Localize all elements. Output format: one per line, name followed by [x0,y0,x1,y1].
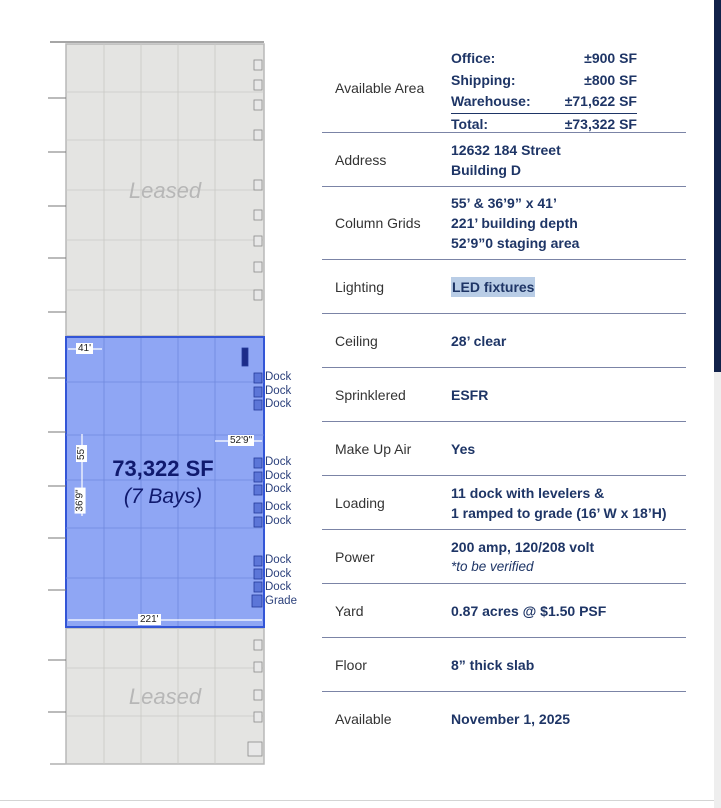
row-yard [322,584,686,638]
loading-label: Loading [335,494,385,511]
dim-221: 221' [140,614,159,625]
loading-value: 11 dock with levelers & 1 ramped to grade (16’ W x 18’H) [451,484,667,521]
row-ceiling [322,314,686,368]
row-power [322,530,686,584]
row-make-up-air [322,422,686,476]
leased-top-label: Leased [128,178,202,203]
leased-bottom-label: Leased [128,684,202,709]
row-address [322,133,686,187]
right-edge-scroll[interactable] [714,372,721,808]
available-unit [66,337,264,627]
row-sprinklered [322,368,686,422]
row-lighting [322,260,686,314]
dock-label: Dock [265,398,292,410]
make-up-air-value: Yes [451,440,476,457]
row-available [322,692,686,745]
dim-41: 41' [78,343,92,354]
area-total: Total: ±73,322 SF [451,113,637,136]
lighting-value: LED fixtures [452,278,535,295]
dock-label: Dock [265,501,292,513]
yard-value: 0.87 acres @ $1.50 PSF [451,602,607,619]
area-warehouse: Warehouse: ±71,622 SF [451,93,637,109]
ceiling-value: 28’ clear [451,332,507,349]
available-label: Available [335,710,392,727]
unit-area-label: 73,322 SF [112,456,214,481]
dock-label: Dock [265,483,292,495]
row-loading [322,476,686,530]
address-label: Address [335,151,387,168]
dock-label: Dock [265,384,292,397]
lighting-label: Lighting [335,278,385,295]
address-value: 12632 184 Street Building D [451,141,561,178]
row-floor [322,638,686,692]
dim-369: 36'9" [74,489,86,512]
dock-label: Dock [265,371,292,383]
available-area-breakdown [451,48,637,135]
dock-label: Dock [265,469,292,482]
grade-label: Grade [265,594,297,607]
row-column-grids [322,187,686,260]
dock-label: Dock [265,456,292,468]
dock-label: Dock [265,554,292,566]
area-shipping: Shipping: ±800 SF [451,71,637,88]
right-edge-bar [714,0,721,372]
floor-value: 8” thick slab [451,656,535,673]
power-label: Power [335,548,375,565]
floor-plan [0,0,320,808]
dim-55: 55' [76,446,88,461]
dim-529: 52'9" [230,435,253,446]
available-value: November 1, 2025 [451,710,571,727]
sprinklered-label: Sprinklered [335,386,406,403]
available-area-label: Available Area [335,80,425,96]
yard-label: Yard [335,602,364,619]
dock-label: Dock [265,581,292,593]
sprinklered-value: ESFR [451,386,489,403]
floor-label: Floor [335,656,367,673]
area-office: Office: ±900 SF [451,50,637,66]
power-value: 200 amp, 120/208 volt *to be verified [451,538,595,574]
dock-label: Dock [265,567,292,580]
dock-label: Dock [265,514,292,527]
column-grids-label: Column Grids [335,215,421,231]
column-grids-value: 55’ & 36’9” x 41’ 221’ building depth 52’9”0 staging area [451,195,580,251]
make-up-air-label: Make Up Air [335,440,412,457]
ceiling-label: Ceiling [335,332,378,349]
unit-bays-label: (7 Bays) [123,485,203,508]
row-available-area [322,44,686,133]
